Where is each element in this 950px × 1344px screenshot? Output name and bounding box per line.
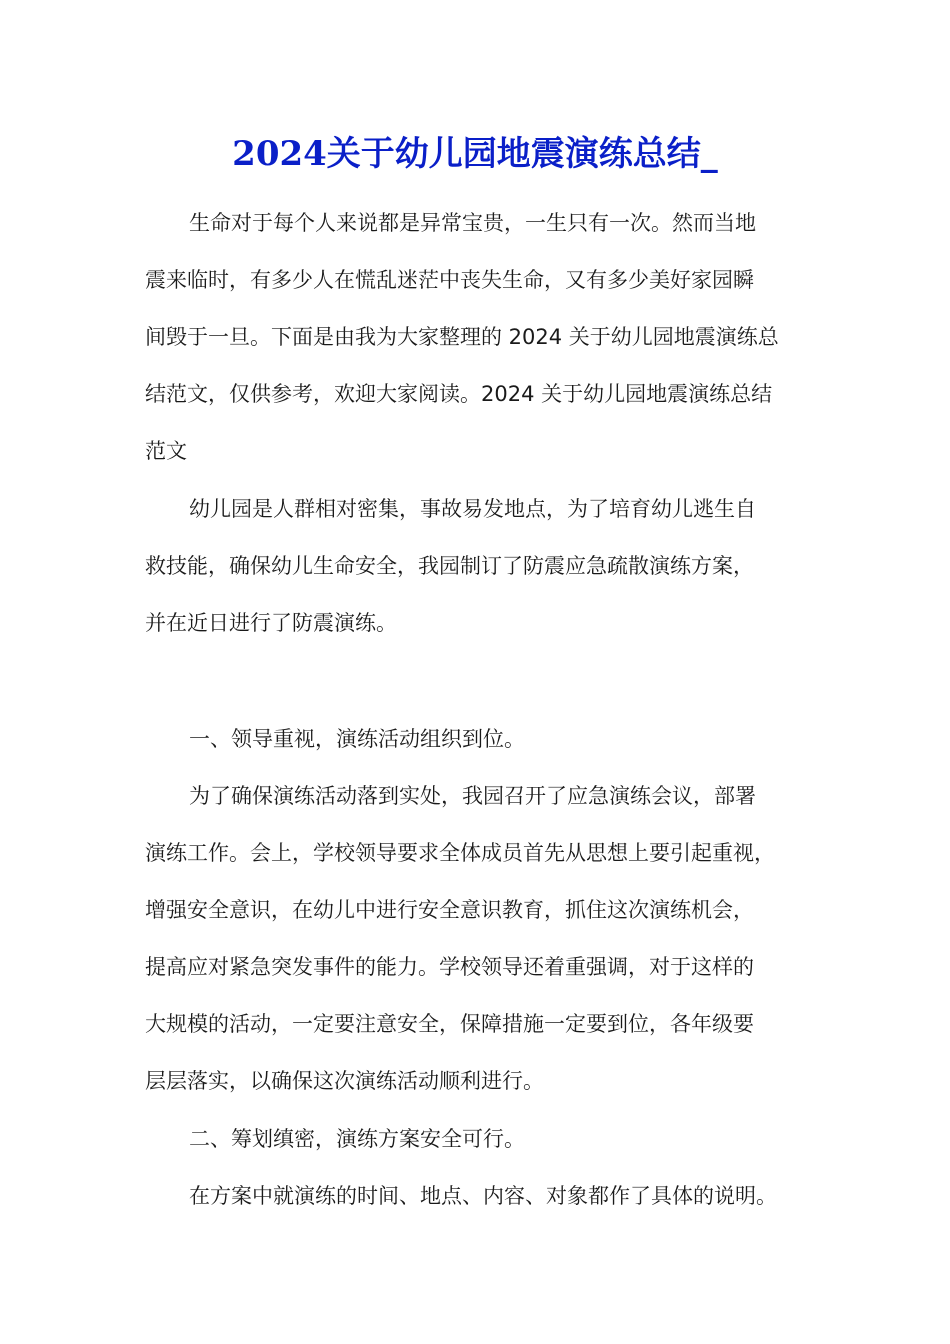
paragraph-intro [145, 195, 817, 480]
text-line: 大规模的活动，一定要注意安全，保障措施一定要到位，各年级要 [145, 1012, 754, 1036]
text-line: 在方案中就演练的时间、地点、内容、对象都作了具体的说明。 [189, 1184, 777, 1208]
text-line: 一、领导重视，演练活动组织到位。 [189, 727, 525, 751]
section-heading-2 [145, 1111, 817, 1168]
text-line: 生命对于每个人来说都是异常宝贵，一生只有一次。然而当地 [189, 211, 756, 235]
text-line: 并在近日进行了防震演练。 [145, 611, 397, 635]
text-line: 间毁于一旦。下面是由我为大家整理的 2024 关于幼儿园地震演练总 [145, 325, 779, 349]
text-line: 提高应对紧急突发事件的能力。学校领导还着重强调，对于这样的 [145, 955, 754, 979]
paragraph-background [145, 481, 817, 652]
text-line: 震来临时，有多少人在慌乱迷茫中丧失生命，又有多少美好家园瞬 [145, 268, 754, 292]
text-line: 为了确保演练活动落到实处，我园召开了应急演练会议，部署 [189, 784, 756, 808]
text-line: 幼儿园是人群相对密集，事故易发地点，为了培育幼儿逃生自 [189, 497, 756, 521]
text-line: 二、筹划缜密，演练方案安全可行。 [189, 1127, 525, 1151]
text-line: 结范文，仅供参考，欢迎大家阅读。2024 关于幼儿园地震演练总结 [145, 382, 773, 406]
document-title: 2024关于幼儿园地震演练总结_ [232, 134, 718, 174]
text-line: 增强安全意识，在幼儿中进行安全意识教育，抓住这次演练机会， [145, 898, 754, 922]
paragraph-section-1 [145, 768, 817, 1110]
paragraph-section-2 [145, 1168, 817, 1225]
text-line: 范文 [145, 439, 187, 463]
text-line: 层层落实，以确保这次演练活动顺利进行。 [145, 1069, 544, 1093]
text-line: 救技能，确保幼儿生命安全，我园制订了防震应急疏散演练方案， [145, 554, 754, 578]
text-line: 演练工作。会上，学校领导要求全体成员首先从思想上要引起重视， [145, 841, 775, 865]
section-heading-1 [145, 711, 817, 768]
